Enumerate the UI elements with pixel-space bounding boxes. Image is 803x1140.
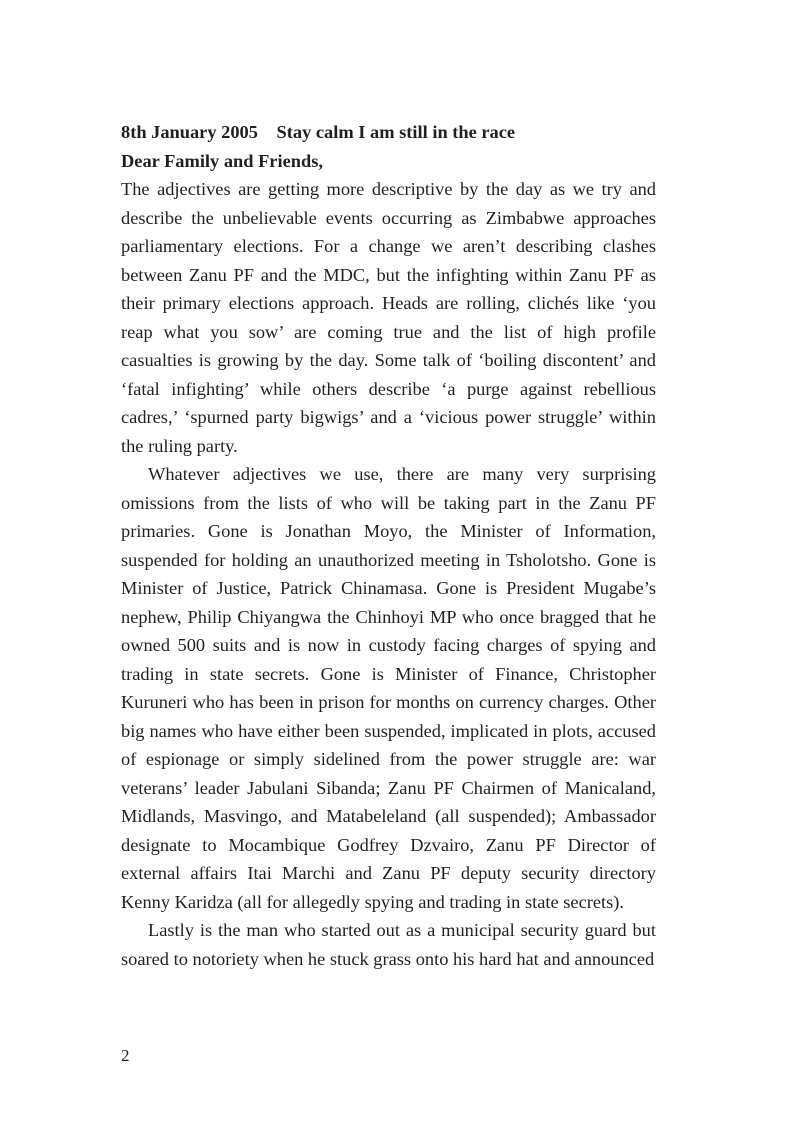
paragraph: Whatever adjectives we use, there are many very surprising omissions from the lists of who will be taking part in the Zanu PF primaries. Gone is Jonathan Moyo, the Minister of Information, suspended for holding an unauthorized meeting in Tsholotsho. Gone is Minister of Justice, Patrick Chinamasa. Gone is President Mugabe’s nephew, Philip Chiyangwa the Chinhoyi MP who once bragged that he owned 500 suits and is now in custody facing charges of spying and trading in state secrets. Gone is Minister of Finance, Christopher Kuruneri who has been in prison for months on currency charges. Other big names who have either been suspended, implicated in plots, accused of espionage or simply sidelined from the power struggle are: war veterans’ leader Jabulani Sibanda; Zanu PF Chairmen of Manicaland, Midlands, Masvingo, and Matabeleland (all suspended); Ambassador designate to Mocambique Godfrey Dzvairo, Zanu PF Director of external affairs Itai Marchi and Zanu PF deputy security directory Kenny Karidza (all for allegedly spying and trading in state secrets). <box>121 464 656 912</box>
salutation: Dear Family and Friends, <box>121 150 323 171</box>
letter-title: Stay calm I am still in the race <box>276 122 516 142</box>
paragraph: The adjectives are getting more descriptive by the day as we try and describe the unbelievable events occurring as Zimbabwe approaches parliamentary elections. For a change we aren’t describing clashes between Zanu PF and the MDC, but the infighting within Zanu PF as their primary elections approach. Heads are rolling, clichés like ‘you reap what you sow’ are coming true and the list of high profile casualties is growing by the day. Some talk of ‘boiling discontent’ and ‘fatal infighting’ while others describe ‘a purge against rebellious cadres,’ ‘spurned party bigwigs’ and a ‘vicious power struggle’ within the ruling party. <box>121 179 656 456</box>
letter-body <box>121 118 656 973</box>
letter-heading <box>121 118 656 147</box>
page-number: 2 <box>121 1046 130 1065</box>
letter-date: 8th January 2005 <box>121 122 258 142</box>
paragraph: Lastly is the man who started out as a municipal security guard but soared to notoriety when he stuck grass onto his hard hat and announced <box>121 920 656 969</box>
